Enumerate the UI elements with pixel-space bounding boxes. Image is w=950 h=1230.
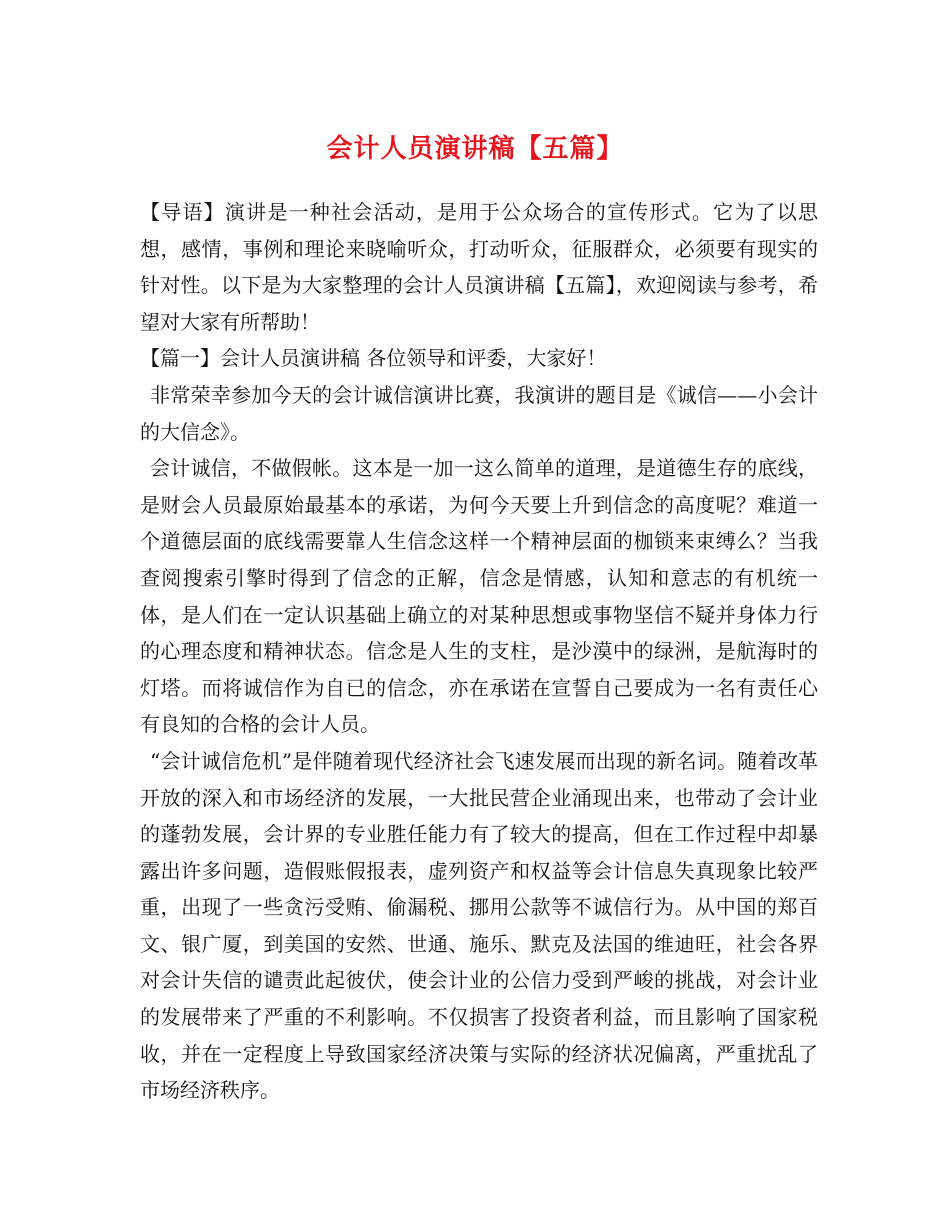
paragraph-integrity-crisis: “会计诚信危机”是伴随着现代经济社会飞速发展而出现的新名词。随着改革开放的深入和市场经济的发展，一大批民营企业涌现出来，也带动了会计业的蓬勃发展，会计界的专业胜任能力有了较大的提高，但在工作过程中却暴露出许多问题，造假账假报表，虚列资产和权益等会计信息失真现象比较严重，出现了一些贪污受贿、偷漏税、挪用公款等不诚信行为。从中国的郑百文、银广厦，到美国的安然、世通、施乐、默克及法国的维迪旺，社会各界对会计失信的谴责此起彼伏，使会计业的公信力受到严峻的挑战，对会计业的发展带来了严重的不利影响。不仅损害了投资者利益，而且影响了国家税收，并在一定程度上导致国家经济决策与实际的经济状况偏离，严重扰乱了市场经济秩序。	[140, 748, 818, 1103]
document-body	[140, 194, 818, 1109]
document-title: 会计人员演讲稿【五篇】	[326, 134, 624, 164]
paragraph-speech-topic: 非常荣幸参加今天的会计诚信演讲比赛，我演讲的题目是《诚信——小会计的大信念》。	[140, 382, 818, 444]
paragraph-intro: 【导语】演讲是一种社会活动，是用于公众场合的宣传形式。它为了以思想，感情，事例和理论来晓喻听众，打动听众，征服群众，必须要有现实的针对性。以下是为大家整理的会计人员演讲稿【五篇】，欢迎阅读与参考，希望对大家有所帮助！	[140, 200, 818, 334]
paragraph-section-one-heading: 【篇一】会计人员演讲稿 各位领导和评委，大家好！	[140, 346, 607, 371]
paragraph-integrity-belief: 会计诚信，不做假帐。这本是一加一这么简单的道理，是道德生存的底线，是财会人员最原始最基本的承诺，为何今天要上升到信念的高度呢？难道一个道德层面的底线需要靠人生信念这样一个精神层面的枷锁来束缚么？当我查阅搜索引擎时得到了信念的正解，信念是情感，认知和意志的有机统一体，是人们在一定认识基础上确立的对某种思想或事物坚信不疑并身体力行的心理态度和精神状态。信念是人生的支柱，是沙漠中的绿洲，是航海时的灯塔。而将诚信作为自已的信念，亦在承诺在宣誓自己要成为一名有责任心有良知的合格的会计人员。	[140, 456, 818, 737]
